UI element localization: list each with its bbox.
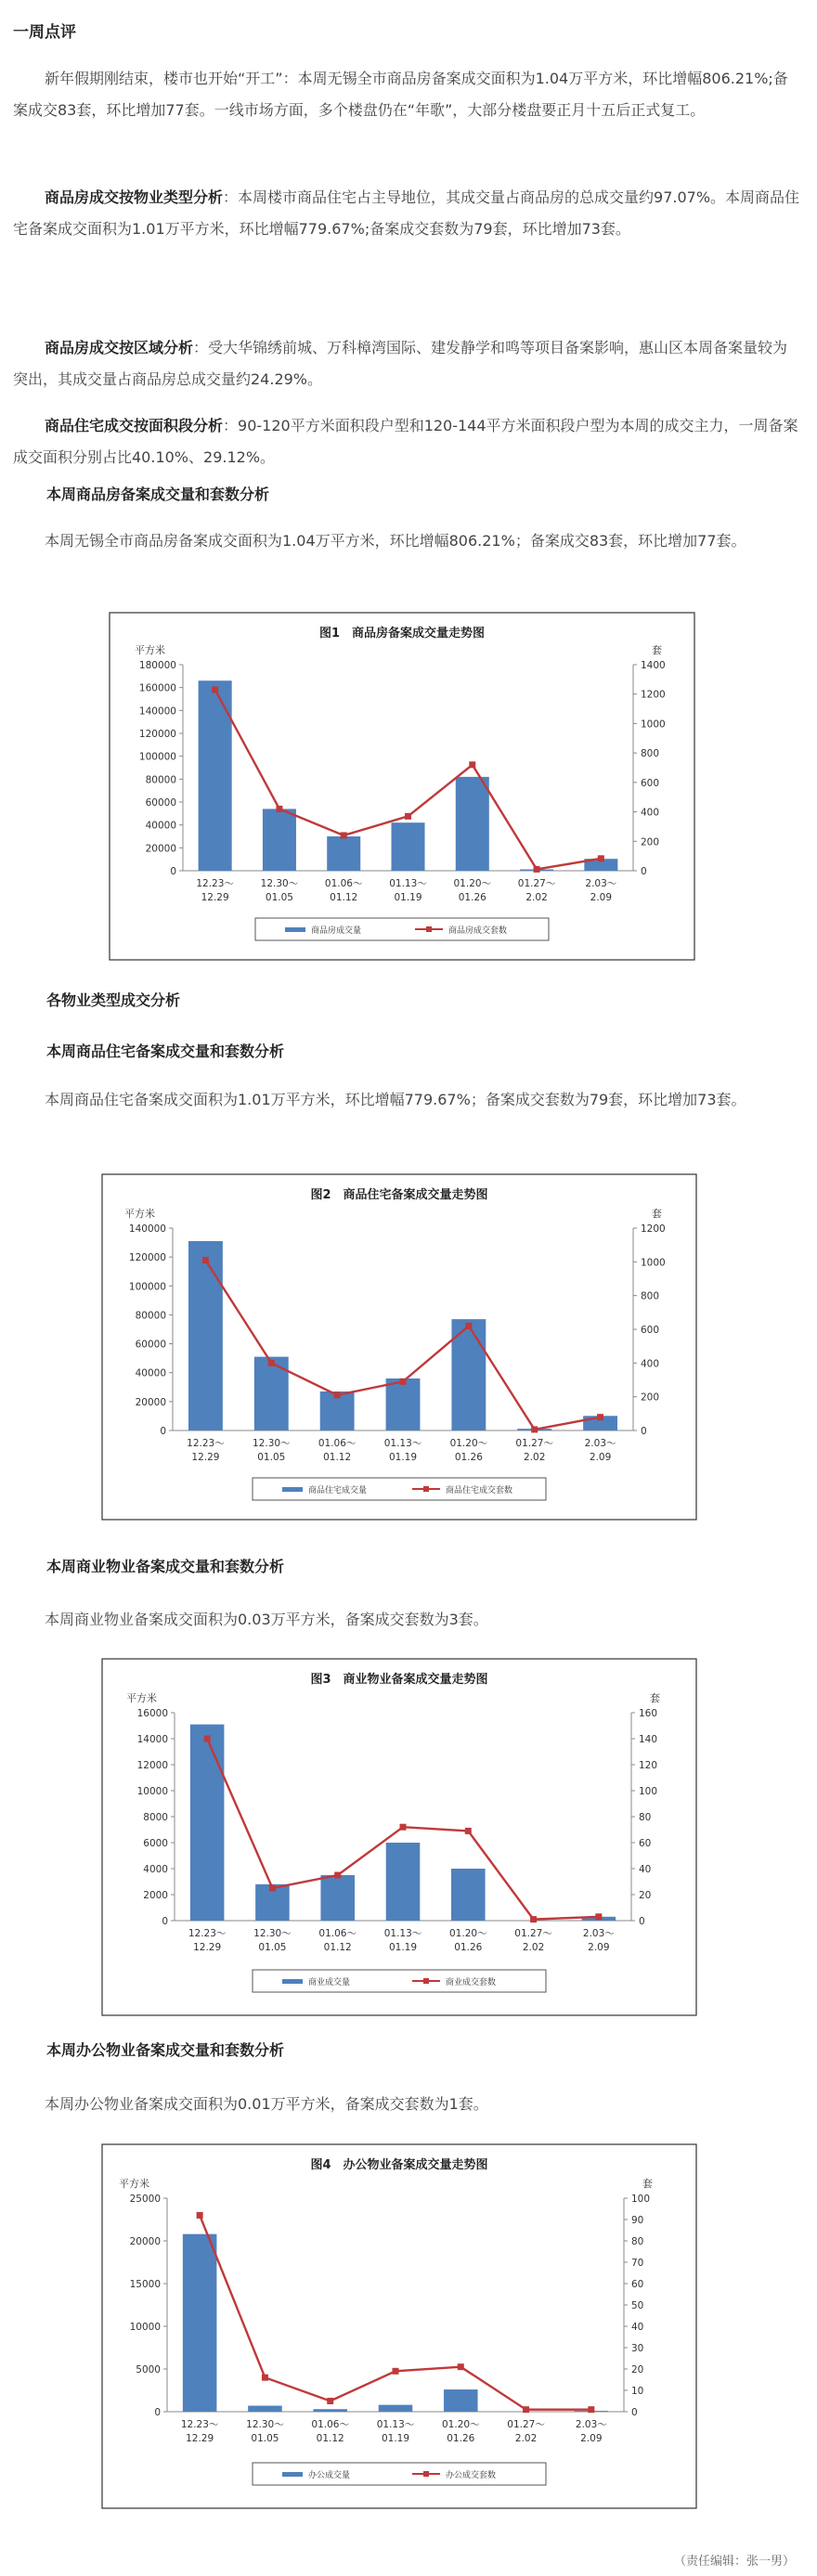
y2-axis-label: 套 <box>652 644 662 656</box>
chart-2-svg <box>0 1172 817 1530</box>
x-tick-label: 01.19 <box>381 2433 410 2444</box>
x-tick-label: 12.30～ <box>260 878 299 889</box>
legend-line-label: 商品住宅成交套数 <box>446 1486 513 1495</box>
x-tick-label: 01.05 <box>251 2433 279 2444</box>
y-tick-label: 20000 <box>145 843 176 855</box>
x-tick-label: 2.03～ <box>582 1928 615 1939</box>
chart-title: 图4 办公物业备案成交量走势图 <box>310 2158 488 2172</box>
y2-tick-label: 140 <box>639 1734 658 1745</box>
bar <box>320 1875 355 1921</box>
y2-axis-label: 套 <box>652 1208 662 1220</box>
line-point <box>269 1885 276 1892</box>
x-tick-label: 01.12 <box>316 2433 344 2444</box>
y-tick-label: 10000 <box>136 1786 168 1797</box>
y2-tick-label: 1000 <box>641 1257 666 1269</box>
x-tick-label: 2.03～ <box>585 878 617 889</box>
x-tick-label: 01.19 <box>394 892 422 903</box>
y-tick-label: 16000 <box>136 1708 168 1719</box>
x-tick-label: 01.20～ <box>453 878 492 889</box>
y2-tick-label: 40 <box>639 1864 652 1875</box>
bar <box>327 836 360 871</box>
x-tick-label: 2.09 <box>580 2433 603 2444</box>
x-tick-label: 2.02 <box>514 2433 538 2444</box>
bar <box>386 1843 421 1921</box>
x-tick-label: 12.29 <box>191 1452 220 1463</box>
review-paragraph-2-label: 商品房成交按物业类型分析 <box>45 188 224 206</box>
y-tick-label: 120000 <box>128 1252 166 1264</box>
x-tick-label: 01.06～ <box>324 878 363 889</box>
bar <box>313 2409 347 2412</box>
y-tick-label: 120000 <box>138 729 176 740</box>
bar <box>379 2405 413 2412</box>
chart-title: 图1 商品房备案成交量走势图 <box>318 627 486 641</box>
line-point <box>530 1916 537 1922</box>
review-paragraph-4 <box>13 410 802 473</box>
line-point <box>327 2398 333 2404</box>
line-point <box>276 806 282 812</box>
y2-tick-label: 200 <box>641 836 660 848</box>
y-axis-label: 平方米 <box>135 644 165 656</box>
x-tick-label: 2.02 <box>525 892 548 903</box>
review-title: 一周点评 <box>13 23 76 42</box>
x-tick-label: 12.23～ <box>187 1438 225 1449</box>
x-tick-label: 01.13～ <box>383 1928 422 1939</box>
x-tick-label: 01.19 <box>388 1942 418 1953</box>
legend-bar-swatch <box>282 1487 303 1492</box>
y2-tick-label: 1200 <box>641 1223 666 1235</box>
x-tick-label: 01.05 <box>258 1942 287 1953</box>
y2-tick-label: 0 <box>631 2407 638 2418</box>
line-point <box>204 1736 211 1742</box>
y-tick-label: 40000 <box>145 820 176 832</box>
x-tick-label: 12.29 <box>193 1942 222 1953</box>
chart-1 <box>0 611 817 973</box>
y2-tick-label: 0 <box>641 1426 647 1437</box>
y2-tick-label: 20 <box>631 2364 644 2375</box>
line-point <box>588 2406 594 2413</box>
bar <box>386 1379 421 1430</box>
y-tick-label: 80000 <box>135 1310 166 1322</box>
line-point <box>341 832 347 838</box>
legend-bar-label: 办公成交量 <box>308 2471 351 2480</box>
x-tick-label: 01.20～ <box>449 1928 487 1939</box>
y2-tick-label: 120 <box>639 1760 658 1771</box>
y-axis-label: 平方米 <box>119 2178 149 2190</box>
y2-tick-label: 30 <box>631 2343 644 2354</box>
line-point <box>197 2212 203 2219</box>
y2-tick-label: 200 <box>641 1392 660 1404</box>
chart-2 <box>0 1172 817 1530</box>
y2-tick-label: 160 <box>639 1708 658 1719</box>
y2-tick-label: 400 <box>641 807 660 819</box>
legend-line-marker <box>426 926 432 932</box>
x-tick-label: 01.27～ <box>515 1438 553 1449</box>
y2-tick-label: 1200 <box>641 689 666 701</box>
y-tick-label: 8000 <box>143 1812 168 1823</box>
x-tick-label: 2.09 <box>590 892 613 903</box>
x-tick-label: 12.30～ <box>246 2419 284 2430</box>
y-tick-label: 15000 <box>129 2279 161 2290</box>
chart-frame <box>110 613 694 960</box>
legend-bar-swatch <box>282 2472 303 2477</box>
chart-3-svg <box>0 1657 817 2019</box>
y2-axis-label: 套 <box>650 1692 660 1704</box>
bar <box>188 1241 223 1430</box>
y2-tick-label: 100 <box>631 2194 651 2205</box>
bar <box>183 2234 217 2412</box>
legend-line-marker <box>423 2471 429 2477</box>
chart-4-svg <box>0 2142 817 2514</box>
review-paragraph-3-text: ：受大华锦绣前城、万科樟湾国际、建发静学和鸣等项目备案影响，惠山区本周备案量较为突出，其成交量占商品房总成交量约24.29%。 <box>13 339 788 388</box>
legend-bar-label: 商业成交量 <box>308 1978 351 1987</box>
y-tick-label: 6000 <box>143 1838 168 1849</box>
x-tick-label: 01.20～ <box>442 2419 480 2430</box>
y2-tick-label: 60 <box>631 2279 644 2290</box>
line-point <box>262 2375 268 2381</box>
y2-tick-label: 800 <box>641 748 660 760</box>
section-title-housing: 本周商品住宅备案成交量和套数分析 <box>46 1042 285 1060</box>
y-tick-label: 40000 <box>135 1367 166 1379</box>
y-tick-label: 80000 <box>145 774 176 786</box>
line-point <box>202 1257 209 1263</box>
x-tick-label: 2.02 <box>522 1942 545 1953</box>
y2-tick-label: 50 <box>631 2300 644 2311</box>
y2-axis-label: 套 <box>642 2178 653 2190</box>
chart-1-svg <box>0 611 817 973</box>
review-paragraph-2-text: ：本周楼市商品住宅占主导地位，其成交量占商品房的总成交量约97.07%。本周商品住宅备案成交面积为1.01万平方米，环比增幅779.67%;备案成交套数为79套，环比增加73套。 <box>13 188 800 238</box>
y-tick-label: 20000 <box>129 2236 161 2247</box>
editor-credit: （责任编辑：张一男） <box>673 2555 795 2569</box>
section-text-commercial: 本周商业物业备案成交面积为0.03万平方米，备案成交套数为3套。 <box>45 1611 488 1628</box>
bar <box>263 809 296 871</box>
y-tick-label: 60000 <box>145 797 176 809</box>
section-title-office: 本周办公物业备案成交量和套数分析 <box>46 2041 285 2059</box>
y-tick-label: 100000 <box>138 751 176 763</box>
x-tick-label: 01.26 <box>458 892 486 903</box>
line-point <box>531 1426 538 1432</box>
y-tick-label: 60000 <box>135 1339 166 1351</box>
line-point <box>405 813 411 820</box>
y-axis-label: 平方米 <box>124 1208 155 1220</box>
review-paragraph-4-label: 商品住宅成交按面积段分析 <box>45 417 224 434</box>
y-tick-label: 0 <box>160 1426 166 1437</box>
y-tick-label: 5000 <box>136 2364 161 2375</box>
line-point <box>400 1379 407 1385</box>
review-paragraph-2 <box>13 182 802 245</box>
y-tick-label: 0 <box>162 1916 168 1927</box>
x-tick-label: 12.30～ <box>253 1928 292 1939</box>
section-title-commercial: 本周商业物业备案成交量和套数分析 <box>46 1558 285 1575</box>
line-point <box>400 1824 407 1831</box>
y-tick-label: 2000 <box>143 1890 168 1901</box>
line-point <box>334 1392 341 1398</box>
x-tick-label: 01.13～ <box>376 2419 415 2430</box>
y-tick-label: 10000 <box>129 2322 161 2333</box>
legend-bar-label: 商品住宅成交量 <box>308 1486 368 1495</box>
y-tick-label: 4000 <box>143 1864 168 1875</box>
x-tick-label: 01.06～ <box>318 1438 357 1449</box>
line-point <box>465 1828 472 1834</box>
line-point <box>212 686 218 693</box>
legend-bar-swatch <box>282 1979 303 1984</box>
x-tick-label: 01.19 <box>388 1452 418 1463</box>
bar <box>391 822 424 871</box>
y2-tick-label: 1400 <box>641 660 666 671</box>
x-tick-label: 01.12 <box>323 1452 352 1463</box>
line-point <box>597 1414 603 1420</box>
bar <box>451 1869 486 1921</box>
line-point <box>534 866 540 873</box>
review-paragraph-3 <box>13 332 802 395</box>
y2-tick-label: 70 <box>631 2258 644 2269</box>
y2-tick-label: 80 <box>631 2236 644 2247</box>
bar <box>190 1725 225 1921</box>
legend-line-marker <box>423 1978 429 1984</box>
line-point <box>598 855 604 861</box>
y2-tick-label: 400 <box>641 1358 660 1370</box>
x-tick-label: 2.02 <box>524 1452 546 1463</box>
x-tick-label: 01.13～ <box>383 1438 422 1449</box>
line-point <box>268 1360 275 1366</box>
x-tick-label: 01.05 <box>265 892 293 903</box>
legend-line-label: 商业成交套数 <box>446 1978 497 1987</box>
legend-line-label: 办公成交套数 <box>446 2471 497 2480</box>
x-tick-label: 2.03～ <box>584 1438 616 1449</box>
section-text-residential-total: 本周无锡全市商品房备案成交面积为1.04万平方米，环比增幅806.21%；备案成交83套，环比增加77套。 <box>45 532 746 550</box>
line-point <box>393 2368 399 2375</box>
y-tick-label: 140000 <box>138 705 176 718</box>
review-paragraph-3-label: 商品房成交按区域分析 <box>45 339 194 356</box>
x-tick-label: 01.27～ <box>514 1928 552 1939</box>
line-point <box>523 2406 529 2413</box>
section-text-office: 本周办公物业备案成交面积为0.01万平方米，备案成交套数为1套。 <box>45 2095 488 2113</box>
review-paragraph-1: 新年假期刚结束，楼市也开始“开工”：本周无锡全市商品房备案成交面积为1.04万平方米，环比增幅806.21%;备案成交83套，环比增加77套。一线市场方面，多个楼盘仍在“年歌”，大部分楼盘要正月十五后正式复工。 <box>13 70 788 119</box>
x-tick-label: 01.20～ <box>449 1438 488 1449</box>
y-tick-label: 20000 <box>135 1396 166 1408</box>
y2-tick-label: 600 <box>641 1325 660 1336</box>
legend-bar-label: 商品房成交量 <box>311 926 362 936</box>
chart-title: 图3 商业物业备案成交量走势图 <box>310 1673 488 1687</box>
bar <box>456 777 489 871</box>
x-tick-label: 12.29 <box>201 892 229 903</box>
x-tick-label: 01.26 <box>454 1942 483 1953</box>
y2-tick-label: 10 <box>631 2386 644 2397</box>
legend-bar-swatch <box>285 927 305 932</box>
line-point <box>595 1913 602 1920</box>
x-tick-label: 12.23～ <box>196 878 234 889</box>
y2-tick-label: 1000 <box>641 718 666 731</box>
x-tick-label: 01.26 <box>454 1452 483 1463</box>
y2-tick-label: 600 <box>641 777 660 789</box>
y2-tick-label: 20 <box>639 1890 652 1901</box>
y-tick-label: 14000 <box>136 1734 168 1745</box>
x-tick-label: 01.12 <box>323 1942 352 1953</box>
review-paragraph-4-text: ：90-120平方米面积段户型和120-144平方米面积段户型为本周的成交主力，一周备案成交面积分别占比40.10%、29.12%。 <box>13 417 798 466</box>
x-tick-label: 12.29 <box>186 2433 214 2444</box>
y-tick-label: 25000 <box>129 2194 161 2205</box>
y2-tick-label: 90 <box>631 2215 644 2226</box>
x-tick-label: 01.06～ <box>311 2419 349 2430</box>
bar <box>444 2389 478 2412</box>
y-tick-label: 160000 <box>138 682 176 694</box>
y-tick-label: 0 <box>170 866 176 877</box>
x-tick-label: 2.09 <box>589 1452 612 1463</box>
line-point <box>465 1323 472 1329</box>
y2-tick-label: 40 <box>631 2322 644 2333</box>
x-tick-label: 12.30～ <box>253 1438 291 1449</box>
legend-line-marker <box>423 1486 429 1492</box>
x-tick-label: 12.23～ <box>188 1928 227 1939</box>
line-point <box>334 1872 341 1879</box>
y2-tick-label: 60 <box>639 1838 652 1849</box>
legend-line-label: 商品房成交套数 <box>448 926 508 936</box>
chart-4 <box>0 2142 817 2514</box>
x-tick-label: 01.26 <box>447 2433 475 2444</box>
y-tick-label: 180000 <box>138 660 176 671</box>
x-tick-label: 01.13～ <box>389 878 427 889</box>
y-tick-label: 100000 <box>128 1281 166 1293</box>
y2-tick-label: 800 <box>641 1290 660 1302</box>
y-tick-label: 0 <box>154 2407 161 2418</box>
x-tick-label: 01.06～ <box>318 1928 357 1939</box>
section-title-residential-total: 本周商品房备案成交量和套数分析 <box>46 485 270 503</box>
x-tick-label: 01.12 <box>330 892 358 903</box>
y2-tick-label: 80 <box>639 1812 652 1823</box>
line-point <box>458 2363 464 2370</box>
y-tick-label: 140000 <box>128 1223 166 1235</box>
x-tick-label: 01.27～ <box>517 878 556 889</box>
y-tick-label: 12000 <box>136 1760 168 1771</box>
chart-title: 图2 商品住宅备案成交量走势图 <box>310 1188 488 1202</box>
x-tick-label: 12.23～ <box>180 2419 219 2430</box>
x-tick-label: 01.05 <box>257 1452 286 1463</box>
y-axis-label: 平方米 <box>126 1692 157 1704</box>
x-tick-label: 2.03～ <box>575 2419 607 2430</box>
section-text-housing: 本周商品住宅备案成交面积为1.01万平方米，环比增幅779.67%；备案成交套数为79套，环比增加73套。 <box>45 1091 746 1108</box>
x-tick-label: 01.27～ <box>507 2419 545 2430</box>
section-title-property-types: 各物业类型成交分析 <box>46 991 181 1009</box>
y2-tick-label: 100 <box>639 1786 658 1797</box>
line-point <box>469 761 475 768</box>
bar <box>248 2406 282 2412</box>
y2-tick-label: 0 <box>639 1916 645 1927</box>
chart-3 <box>0 1657 817 2019</box>
x-tick-label: 2.09 <box>588 1942 610 1953</box>
y2-tick-label: 0 <box>641 866 647 877</box>
